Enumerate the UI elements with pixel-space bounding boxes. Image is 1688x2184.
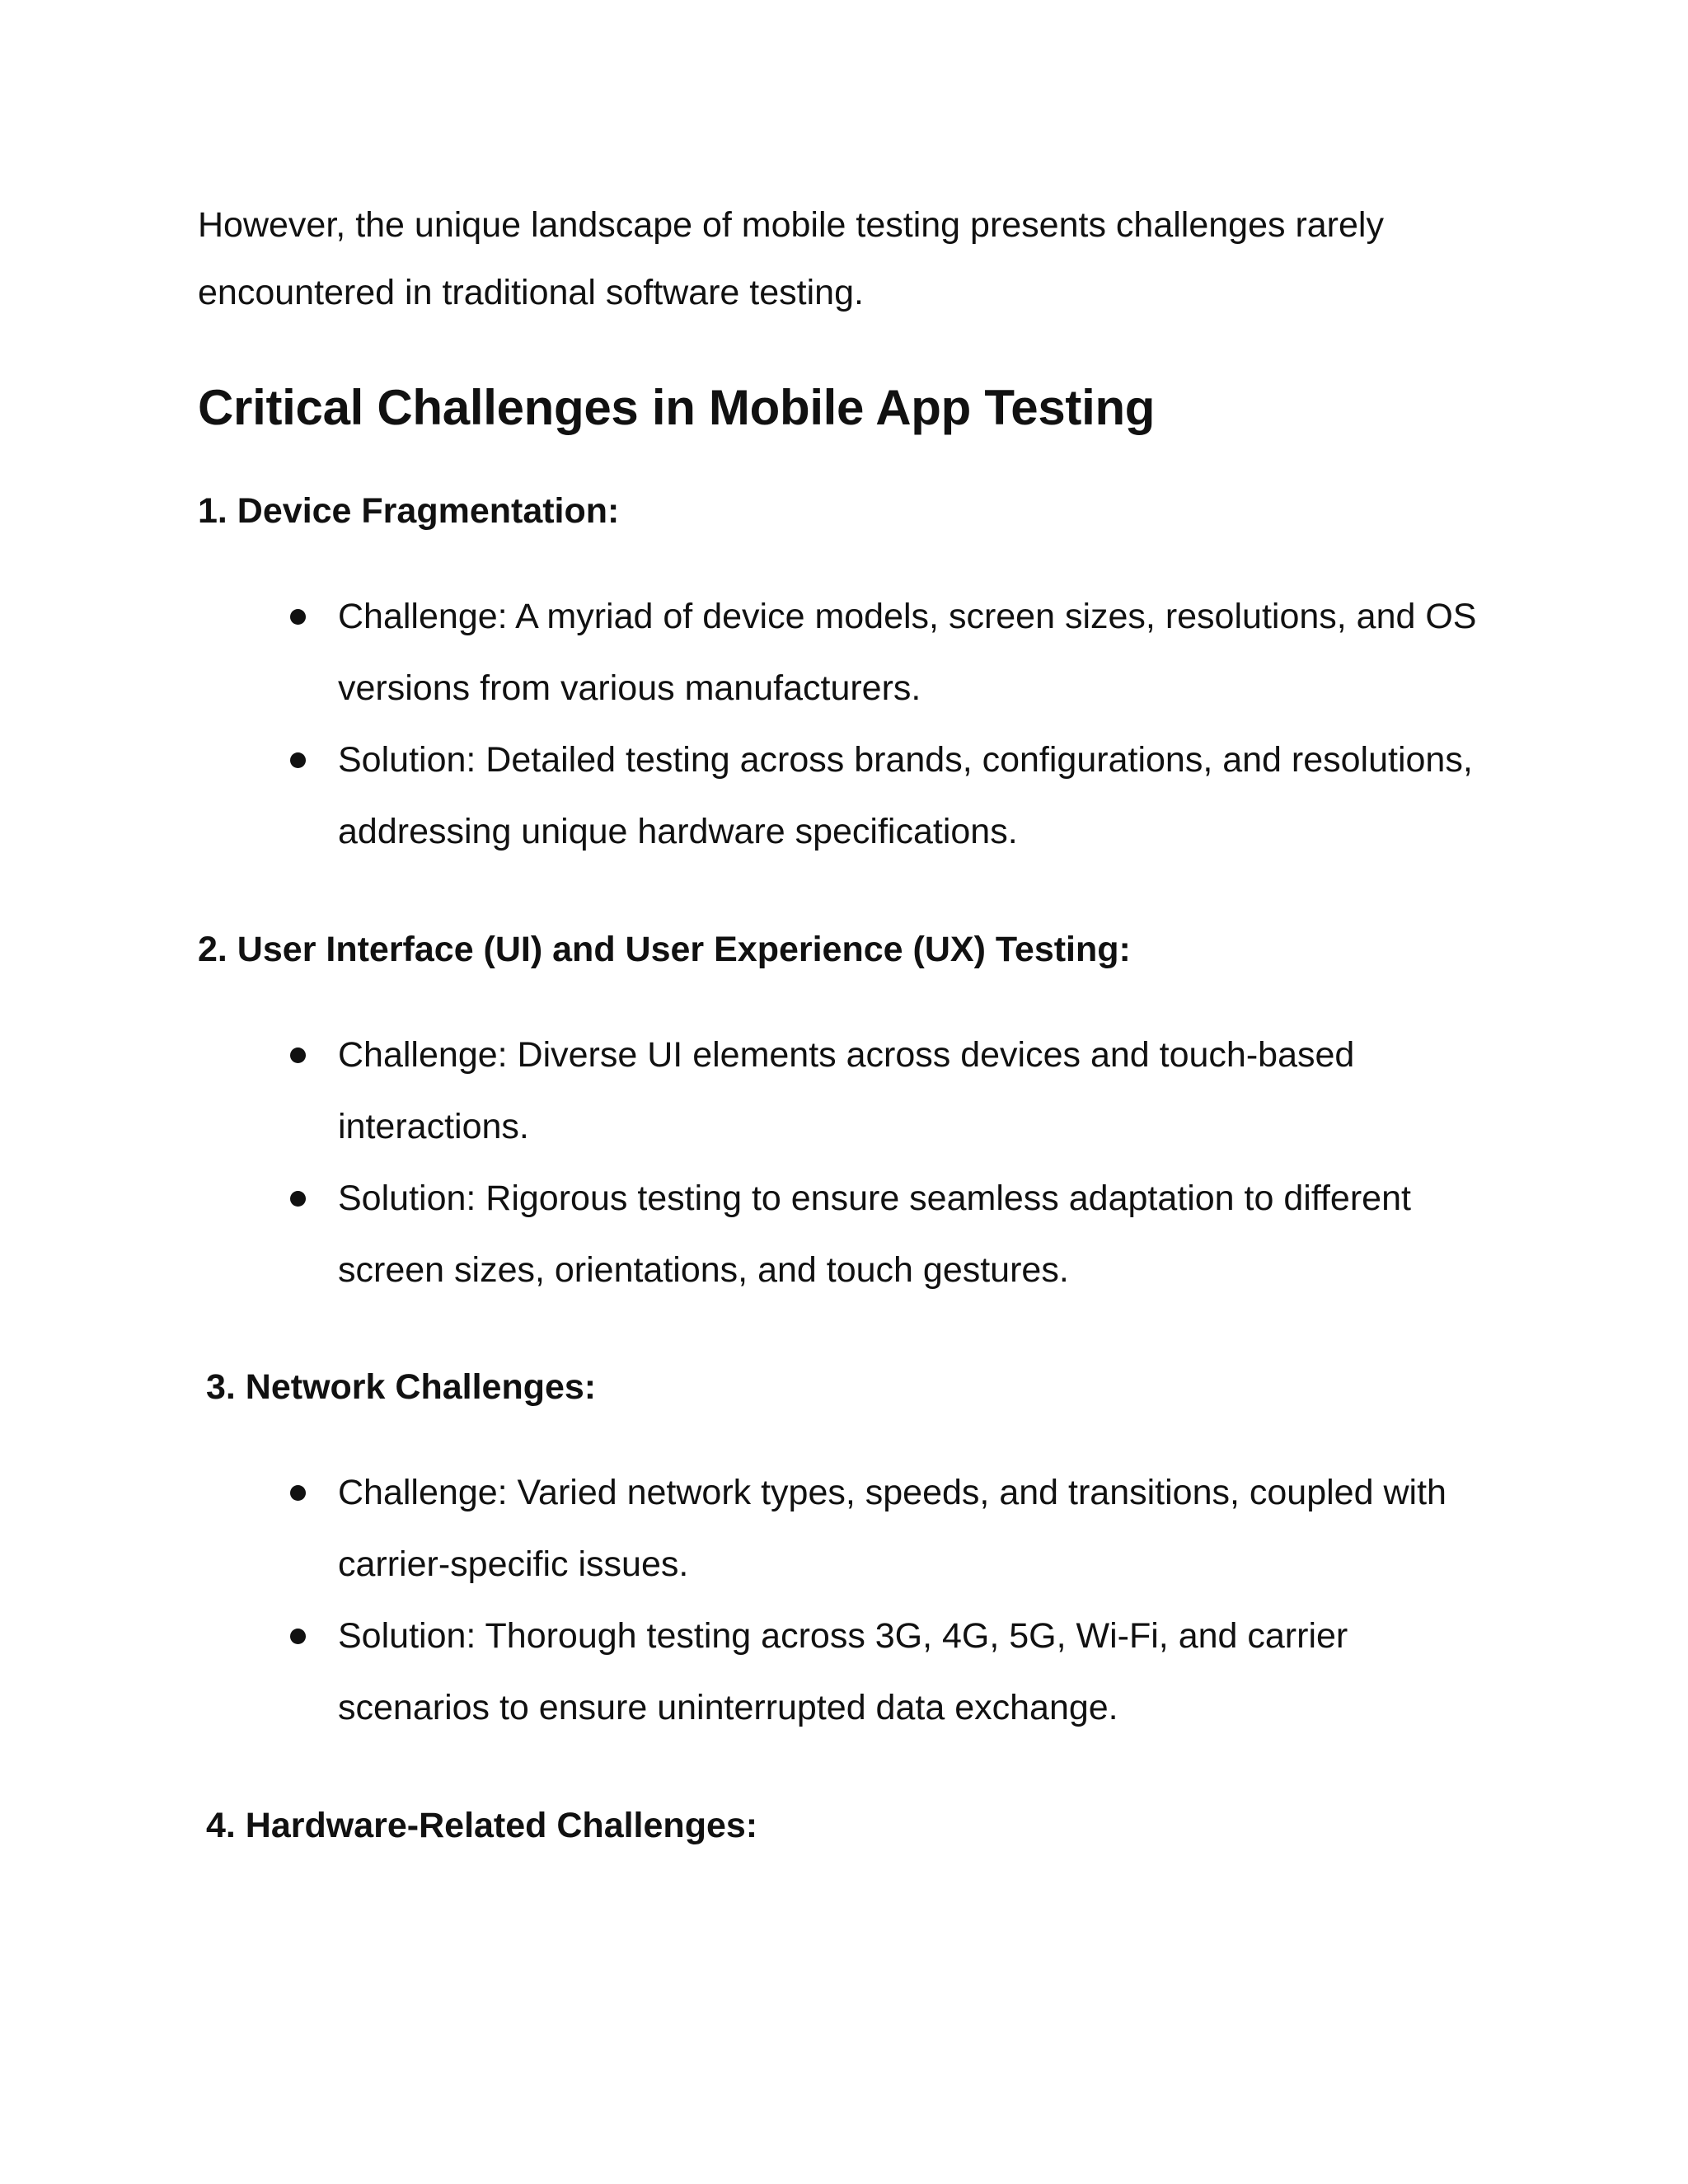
bullet-text: Challenge: Varied network types, speeds, and transitions, coupled with carrier-specific issues.: [338, 1473, 1447, 1584]
bullet-icon: [290, 1629, 306, 1644]
bullet-text: Solution: Thorough testing across 3G, 4G, 5G, Wi-Fi, and carrier scenarios to ensure uninterrupted data exchange.: [338, 1616, 1348, 1727]
bullet-item: [338, 1019, 1492, 1163]
bullet-item: [338, 1457, 1492, 1601]
bullet-list-network-challenges: [338, 1457, 1492, 1744]
bullet-list-device-fragmentation: [338, 581, 1492, 868]
bullet-item: [338, 724, 1492, 868]
intro-paragraph: However, the unique landscape of mobile testing presents challenges rarely encountered in traditional software testing.: [198, 205, 1384, 312]
bullet-text: Challenge: A myriad of device models, screen sizes, resolutions, and OS versions from various manufacturers.: [338, 597, 1477, 708]
bullet-list-ui-ux-testing: [338, 1019, 1492, 1306]
main-heading: Critical Challenges in Mobile App Testing: [198, 380, 1156, 435]
bullet-icon: [290, 609, 306, 625]
section-heading-device-fragmentation: 1. Device Fragmentation:: [198, 491, 620, 531]
bullet-text: Solution: Rigorous testing to ensure seamless adaptation to different screen sizes, orientations, and touch gestures.: [338, 1179, 1411, 1290]
section-heading-hardware-challenges: 4. Hardware-Related Challenges:: [206, 1806, 758, 1845]
bullet-text: Solution: Detailed testing across brands, configurations, and resolutions, addressing unique hardware specifications.: [338, 740, 1473, 851]
bullet-icon: [290, 1191, 306, 1207]
bullet-item: [338, 1163, 1492, 1306]
bullet-icon: [290, 1047, 306, 1063]
section-heading-network-challenges: 3. Network Challenges:: [206, 1367, 597, 1407]
bullet-item: [338, 1601, 1492, 1744]
bullet-text: Challenge: Diverse UI elements across devices and touch-based interactions.: [338, 1035, 1355, 1146]
bullet-icon: [290, 1485, 306, 1501]
bullet-item: [338, 581, 1492, 724]
bullet-icon: [290, 752, 306, 768]
section-heading-ui-ux-testing: 2. User Interface (UI) and User Experience (UX) Testing:: [198, 930, 1131, 969]
